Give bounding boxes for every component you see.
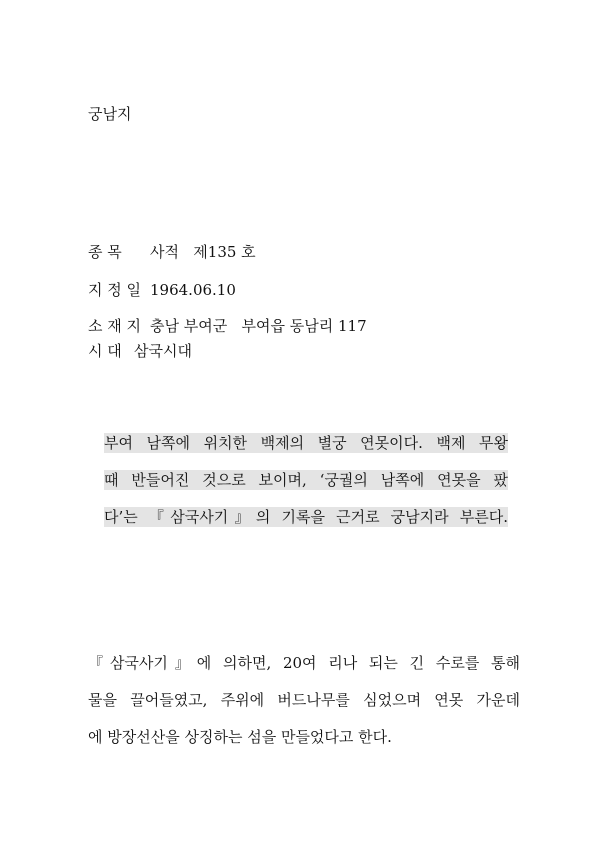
page-title: 궁남지 [88, 105, 132, 123]
category-label: 종 목 [88, 243, 122, 261]
body-line: 『삼국사기』에 의하면, 20여 리나 되는 긴 수로를 통해 [88, 654, 520, 672]
era-label: 시 대 [88, 342, 122, 360]
summary-line: 부여 남쪽에 위치한 백제의 별궁 연못이다. 백제 무왕 [104, 434, 508, 452]
era-value: 삼국시대 [134, 342, 192, 360]
body-paragraph [88, 653, 520, 764]
location-value: 충남 부여군 부여읍 동남리 117 [150, 317, 367, 335]
summary-line: 다’는 『삼국사기』의 기록을 근거로 궁남지라 부른다. [104, 508, 508, 526]
designated-value: 1964.06.10 [150, 281, 236, 299]
designated-label: 지 정 일 [88, 281, 142, 299]
info-row-designated [88, 279, 236, 300]
location-label: 소 재 지 [88, 317, 142, 335]
category-value: 사적 제135 호 [150, 243, 256, 261]
body-line: 물을 끌어들였고, 주위에 버드나무를 심었으며 연못 가운데 [88, 691, 520, 709]
info-row-location [88, 315, 367, 336]
summary-box [104, 433, 508, 544]
info-row-era [88, 340, 192, 361]
body-line: 에 방장선산을 상징하는 섬을 만들었다고 한다. [88, 728, 392, 746]
summary-line: 때 반들어진 것으로 보이며, ‘궁궐의 남쪽에 연못을 팠 [104, 471, 508, 489]
info-row-category [88, 241, 256, 262]
